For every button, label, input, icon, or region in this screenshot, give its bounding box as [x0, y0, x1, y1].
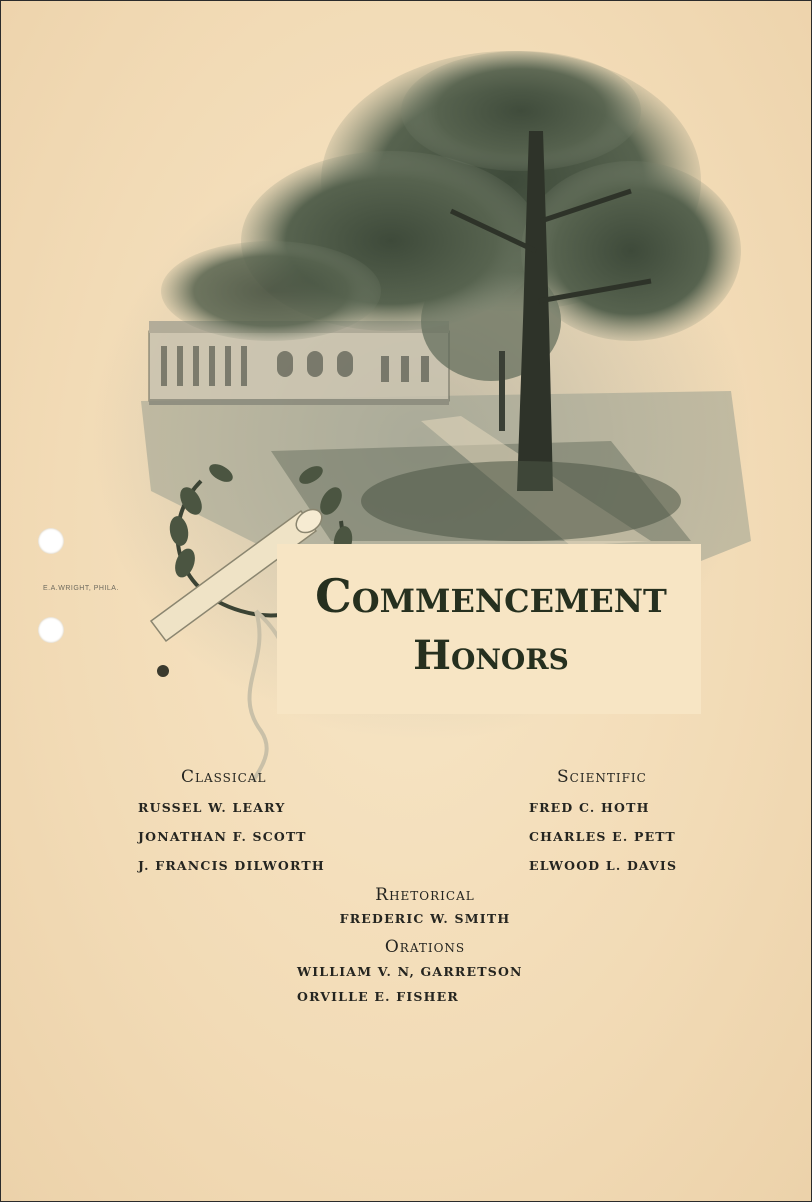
orations-honoree: WILLIAM V. N, GARRETSON — [297, 964, 523, 979]
classical-honoree: J. FRANCIS DILWORTH — [138, 858, 325, 873]
orations-honoree: ORVILLE E. FISHER — [297, 989, 459, 1004]
classical-honoree: RUSSEL W. LEARY — [138, 800, 286, 815]
engraver-imprint: E.A.WRIGHT, PHILA. — [43, 585, 119, 592]
page-title — [311, 569, 671, 679]
binder-hole-top — [38, 528, 64, 554]
orations-heading: Orations — [384, 937, 466, 957]
classical-honoree: JONATHAN F. SCOTT — [138, 829, 307, 844]
scientific-honoree: CHARLES E. PETT — [529, 829, 676, 844]
rhetorical-heading: Rhetorical — [375, 885, 475, 905]
classical-heading: Classical — [181, 767, 267, 787]
scientific-honoree: ELWOOD L. DAVIS — [529, 858, 678, 873]
scientific-heading: Scientific — [557, 767, 647, 787]
rhetorical-honoree: FREDERIC W. SMITH — [339, 911, 511, 926]
title-line-1: Commencement — [315, 569, 667, 623]
scientific-honoree: FRED C. HOTH — [529, 800, 650, 815]
binder-hole-bottom — [38, 617, 64, 643]
title-line-2: Honors — [413, 632, 569, 679]
